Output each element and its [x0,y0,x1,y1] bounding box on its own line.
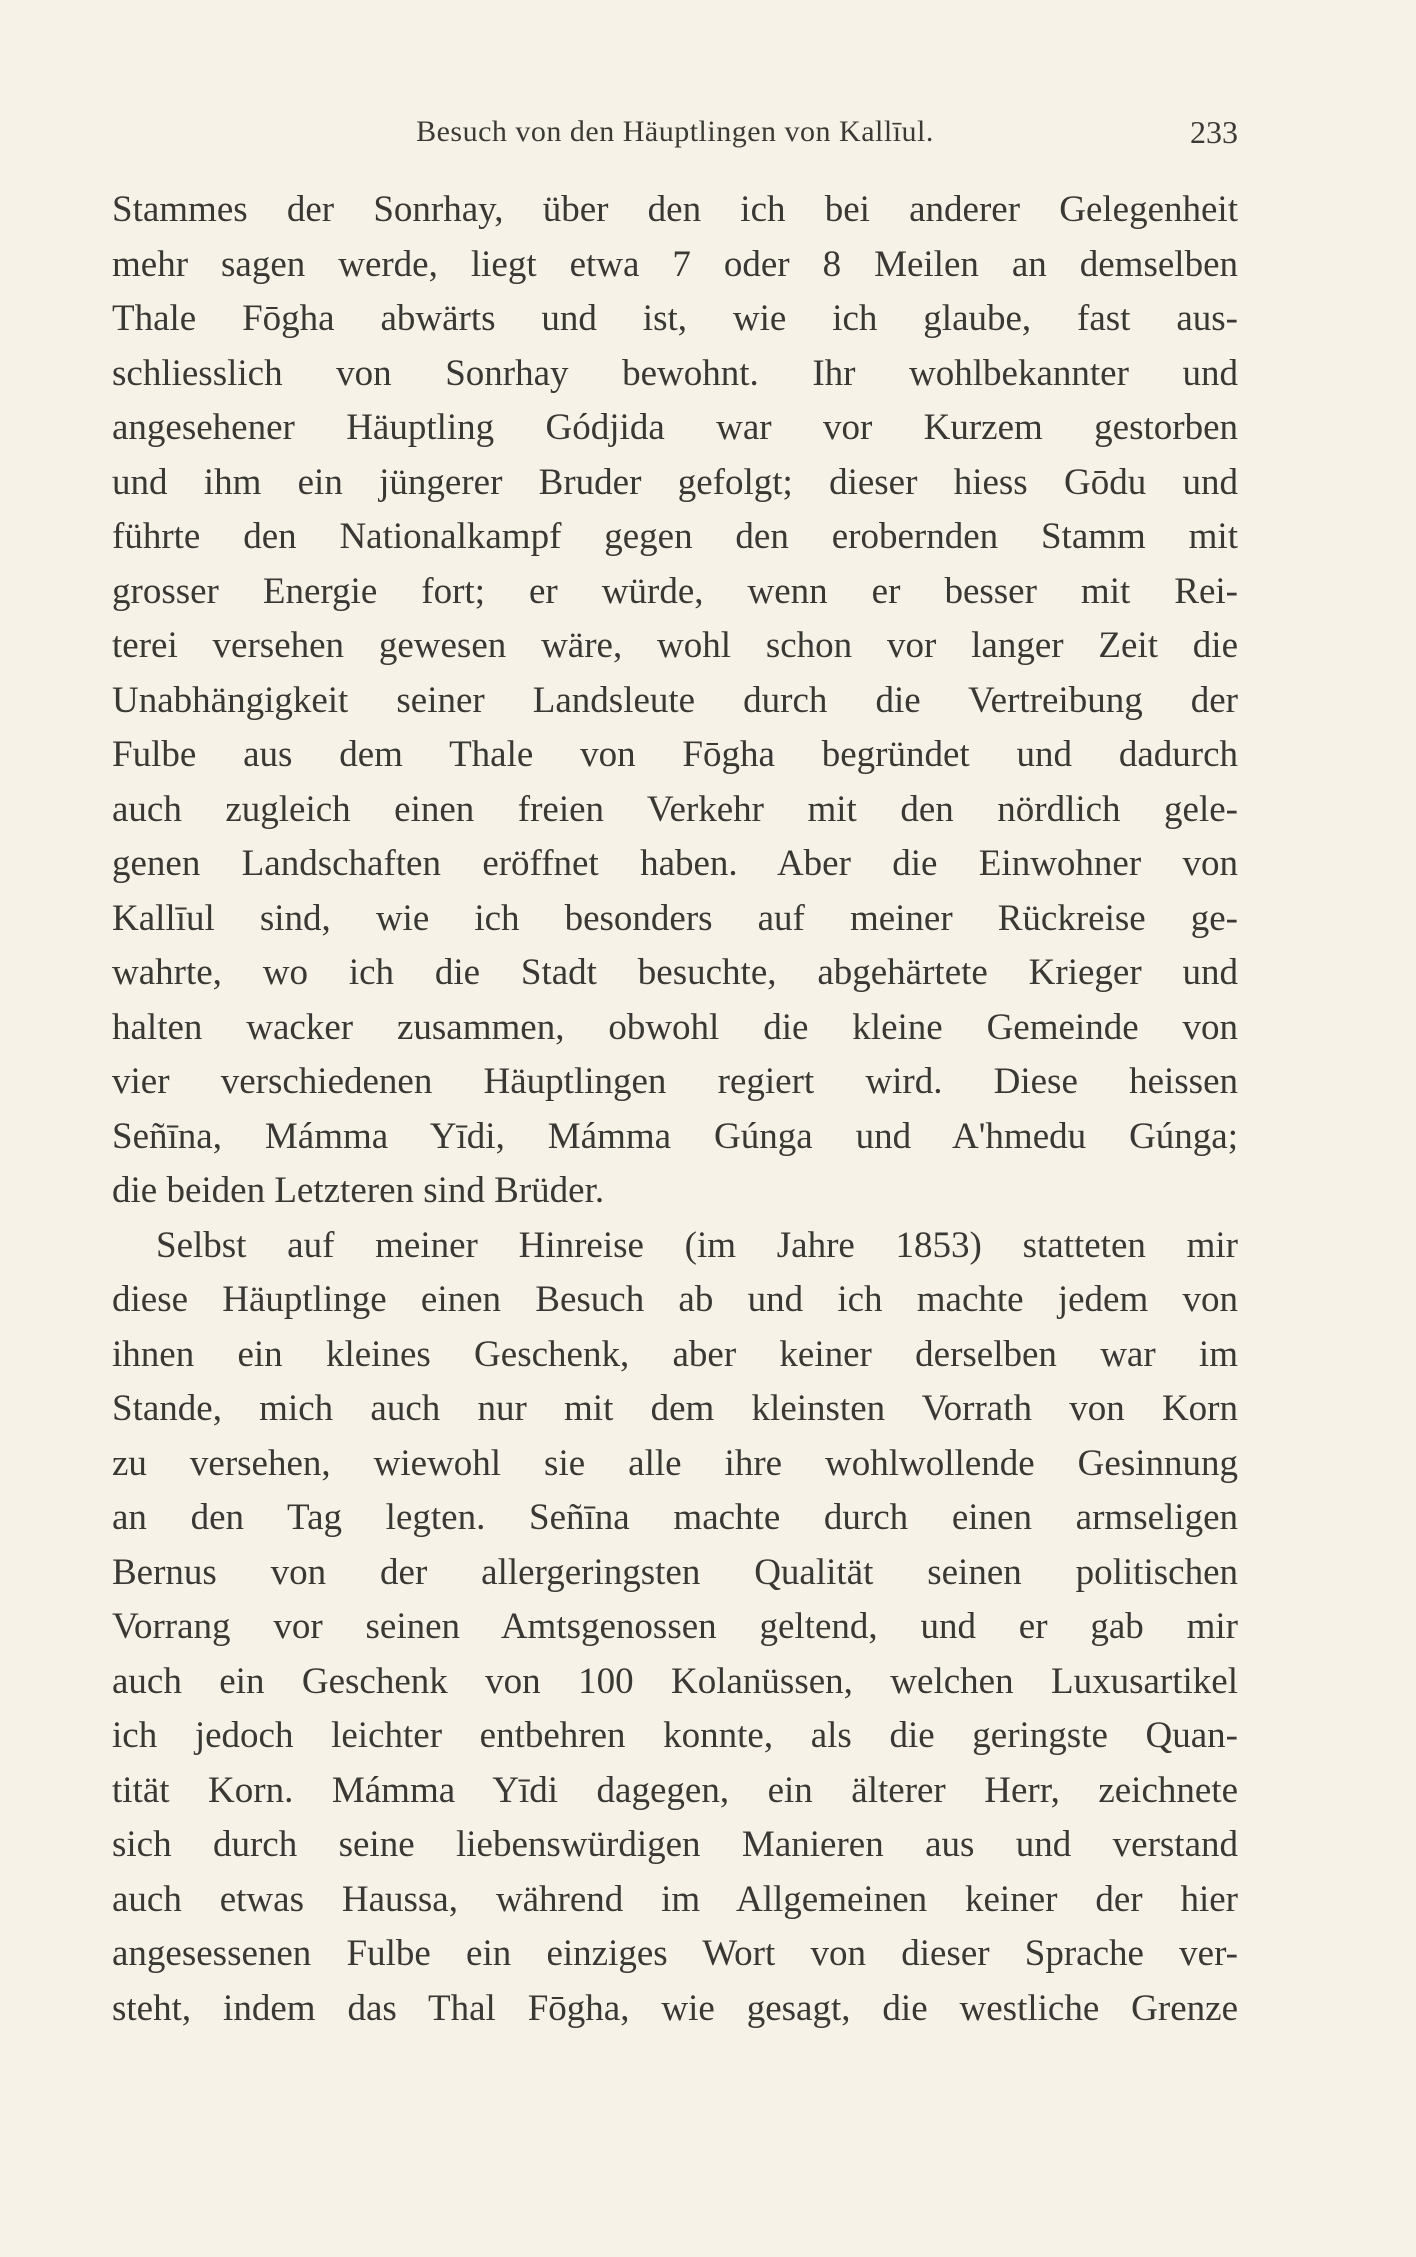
text-line: Fulbe aus dem Thale von Fōgha begründet und dadurch [112,734,1238,775]
text-line: und ihm ein jüngerer Bruder gefolgt; dieser hiess Gōdu und [112,461,1238,503]
text-line: schliesslich von Sonrhay bewohnt. Ihr wohlbekannter und [112,352,1238,394]
text-line: grosser Energie fort; er würde, wenn er besser mit Rei- [112,570,1238,612]
text-line: halten wacker zusammen, obwohl die kleine Gemeinde von [112,1006,1238,1048]
running-header [112,106,1238,158]
text-line: Vorrang vor seinen Amtsgenossen geltend, und er gab mir [112,1606,1238,1647]
text-line: steht, indem das Thal Fōgha, wie gesagt, die westliche Grenze [112,1987,1238,2029]
text-line: Señīna, Mámma Yīdi, Mámma Gúnga und A'hmedu Gúnga; [112,1115,1238,1157]
text-line: angesessenen Fulbe ein einziges Wort von dieser Sprache ver- [112,1933,1238,1974]
text-line: angesehener Häuptling Gódjida war vor Kurzem gestorben [112,407,1238,448]
text-line: auch etwas Haussa, während im Allgemeinen keiner der hier [112,1878,1238,1920]
text-line: Stammes der Sonrhay, über den ich bei anderer Gelegenheit [112,189,1238,230]
text-line: zu versehen, wiewohl sie alle ihre wohlwollende Gesinnung [112,1442,1238,1484]
text-line: Unabhängigkeit seiner Landsleute durch die Vertreibung der [112,679,1238,721]
text-line: wahrte, wo ich die Stadt besuchte, abgehärtete Krieger und [112,952,1238,993]
text-line: terei versehen gewesen wäre, wohl schon vor langer Zeit die [112,625,1238,666]
running-title: Besuch von den Häuptlingen von Kallīul. [416,115,934,148]
text-line: genen Landschaften eröffnet haben. Aber die Einwohner von [112,843,1238,884]
text-line: sich durch seine liebenswürdigen Manieren aus und verstand [112,1824,1238,1865]
text-line: Kallīul sind, wie ich besonders auf meiner Rückreise ge- [112,897,1238,939]
text-line: Bernus von der allergeringsten Qualität seinen politischen [112,1551,1238,1593]
text-line: mehr sagen werde, liegt etwa 7 oder 8 Meilen an demselben [112,243,1238,285]
text-line: ihnen ein kleines Geschenk, aber keiner derselben war im [112,1333,1238,1375]
text-line: auch ein Geschenk von 100 Kolanüssen, welchen Luxusartikel [112,1660,1238,1702]
page-number: 233 [1190,114,1238,150]
text-line: Thale Fōgha abwärts und ist, wie ich glaube, fast aus- [112,298,1238,339]
body-text [112,183,1238,2036]
text-line: auch zugleich einen freien Verkehr mit den nördlich gele- [112,788,1238,830]
paragraph-end-line: die beiden Letzteren sind Brüder. [112,1170,605,1211]
paragraph-start-line: Selbst auf meiner Hinreise (im Jahre 1853) statteten mir [156,1224,1238,1266]
text-line: diese Häuptlinge einen Besuch ab und ich machte jedem von [112,1279,1238,1320]
text-line: tität Korn. Mámma Yīdi dagegen, ein älterer Herr, zeichnete [112,1769,1238,1811]
text-line: vier verschiedenen Häuptlingen regiert wird. Diese heissen [112,1061,1238,1102]
text-line: führte den Nationalkampf gegen den erobernden Stamm mit [112,516,1238,557]
text-line: ich jedoch leichter entbehren konnte, als die geringste Quan- [112,1715,1238,1756]
text-line: Stande, mich auch nur mit dem kleinsten Vorrath von Korn [112,1388,1238,1429]
text-line: an den Tag legten. Señīna machte durch einen armseligen [112,1497,1238,1538]
